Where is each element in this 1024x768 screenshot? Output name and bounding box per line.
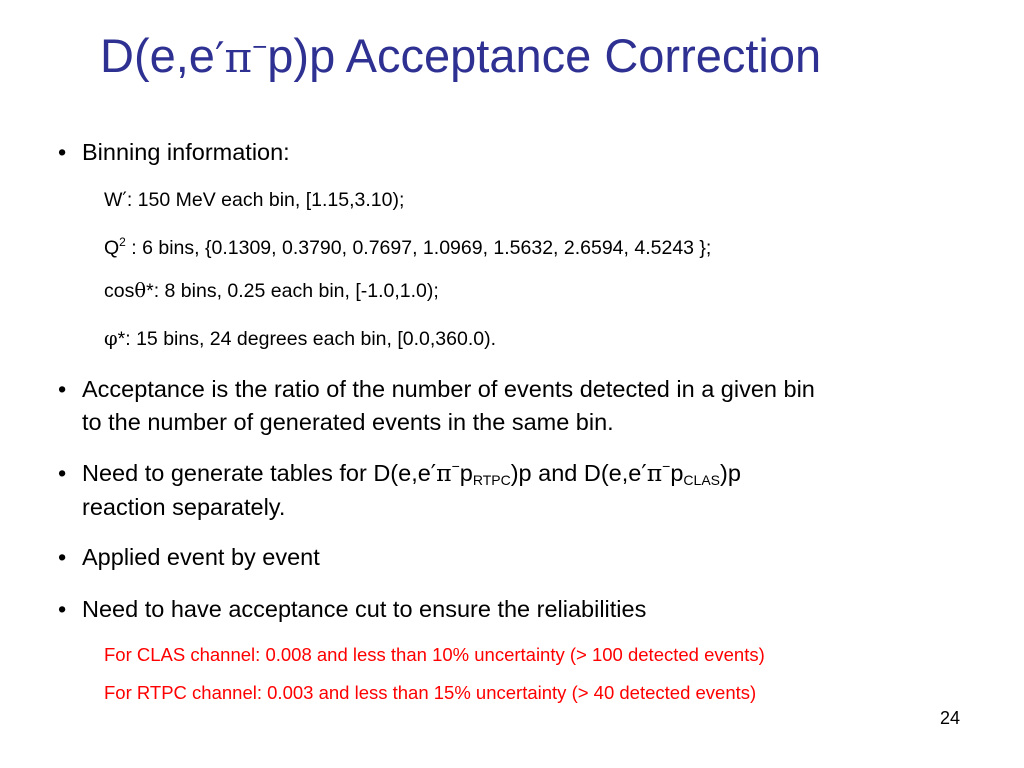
bullet-cut-label: Need to have acceptance cut to ensure the reliabilities	[82, 596, 647, 622]
tables-sub-rtpc: RTPC	[472, 472, 511, 488]
binning-w-line	[104, 186, 404, 214]
title-pre: D(e,e	[100, 29, 215, 82]
bullet-marker: •	[58, 376, 67, 402]
title-prime: ′	[214, 33, 225, 82]
binning-cos-line	[104, 277, 439, 305]
cut-clas-line: For CLAS channel: 0.008 and less than 10% uncertainty (> 100 detected events)	[104, 644, 765, 665]
bullet-acceptance-line1: Acceptance is the ratio of the number of events detected in a given bin	[82, 376, 815, 402]
cut-rtpc-line: For RTPC channel: 0.003 and less than 15% uncertainty (> 40 detected events)	[104, 682, 757, 703]
binning-phi-line	[104, 325, 496, 353]
w-symbol: W	[104, 189, 123, 211]
bullet-tables-line2: reaction separately.	[82, 494, 286, 520]
tables-prime: ′	[430, 459, 437, 487]
slide-title	[100, 26, 821, 88]
tables-pi-symbol2: π	[646, 459, 663, 487]
bullet-marker: •	[58, 596, 67, 622]
tables-pre: Need to generate tables for D(e,e	[82, 460, 431, 486]
q-superscript: 2	[119, 235, 126, 249]
phi-symbol: φ	[104, 327, 118, 350]
tables-post: )p	[720, 460, 741, 486]
tables-minus2: −	[662, 458, 671, 474]
cos-prefix: cos	[104, 280, 135, 302]
bullet-marker: •	[58, 544, 67, 570]
binning-q2-line	[104, 234, 711, 262]
w-prime: ′	[122, 188, 127, 211]
bullet-acceptance-line2: to the number of generated events in the same bin.	[82, 409, 614, 435]
tables-mid: )p and D(e,e	[510, 460, 642, 486]
bullet-applied-text: Applied event by event	[82, 544, 320, 570]
bullet-marker: •	[58, 139, 67, 165]
q2-text: : 6 bins, {0.1309, 0.3790, 0.7697, 1.0969, 1.5632, 2.6594, 4.5243 };	[125, 237, 712, 259]
phi-text: *: 15 bins, 24 degrees each bin, [0.0,360.0).	[117, 328, 497, 350]
theta-symbol: θ	[134, 279, 147, 302]
w-text: : 150 MeV each bin, [1.15,3.10);	[126, 189, 405, 211]
bullet-tables-line1	[82, 457, 741, 490]
title-post: p)p Acceptance Correction	[267, 29, 822, 82]
bullet-marker: •	[58, 460, 67, 486]
tables-p: p	[459, 460, 473, 486]
title-minus-superscript: −	[252, 31, 268, 62]
q-symbol: Q	[104, 237, 120, 259]
tables-sub-clas: CLAS	[683, 472, 720, 488]
bullet-binning-label: Binning information:	[82, 139, 290, 165]
tables-prime2: ′	[641, 459, 647, 487]
tables-minus: −	[451, 458, 460, 474]
tables-pi-symbol: π	[436, 459, 452, 487]
title-pi-symbol: π	[224, 33, 253, 82]
page-number: 24	[939, 708, 960, 728]
cos-text: *: 8 bins, 0.25 each bin, [-1.0,1.0);	[146, 280, 439, 302]
tables-p2: p	[670, 460, 684, 486]
